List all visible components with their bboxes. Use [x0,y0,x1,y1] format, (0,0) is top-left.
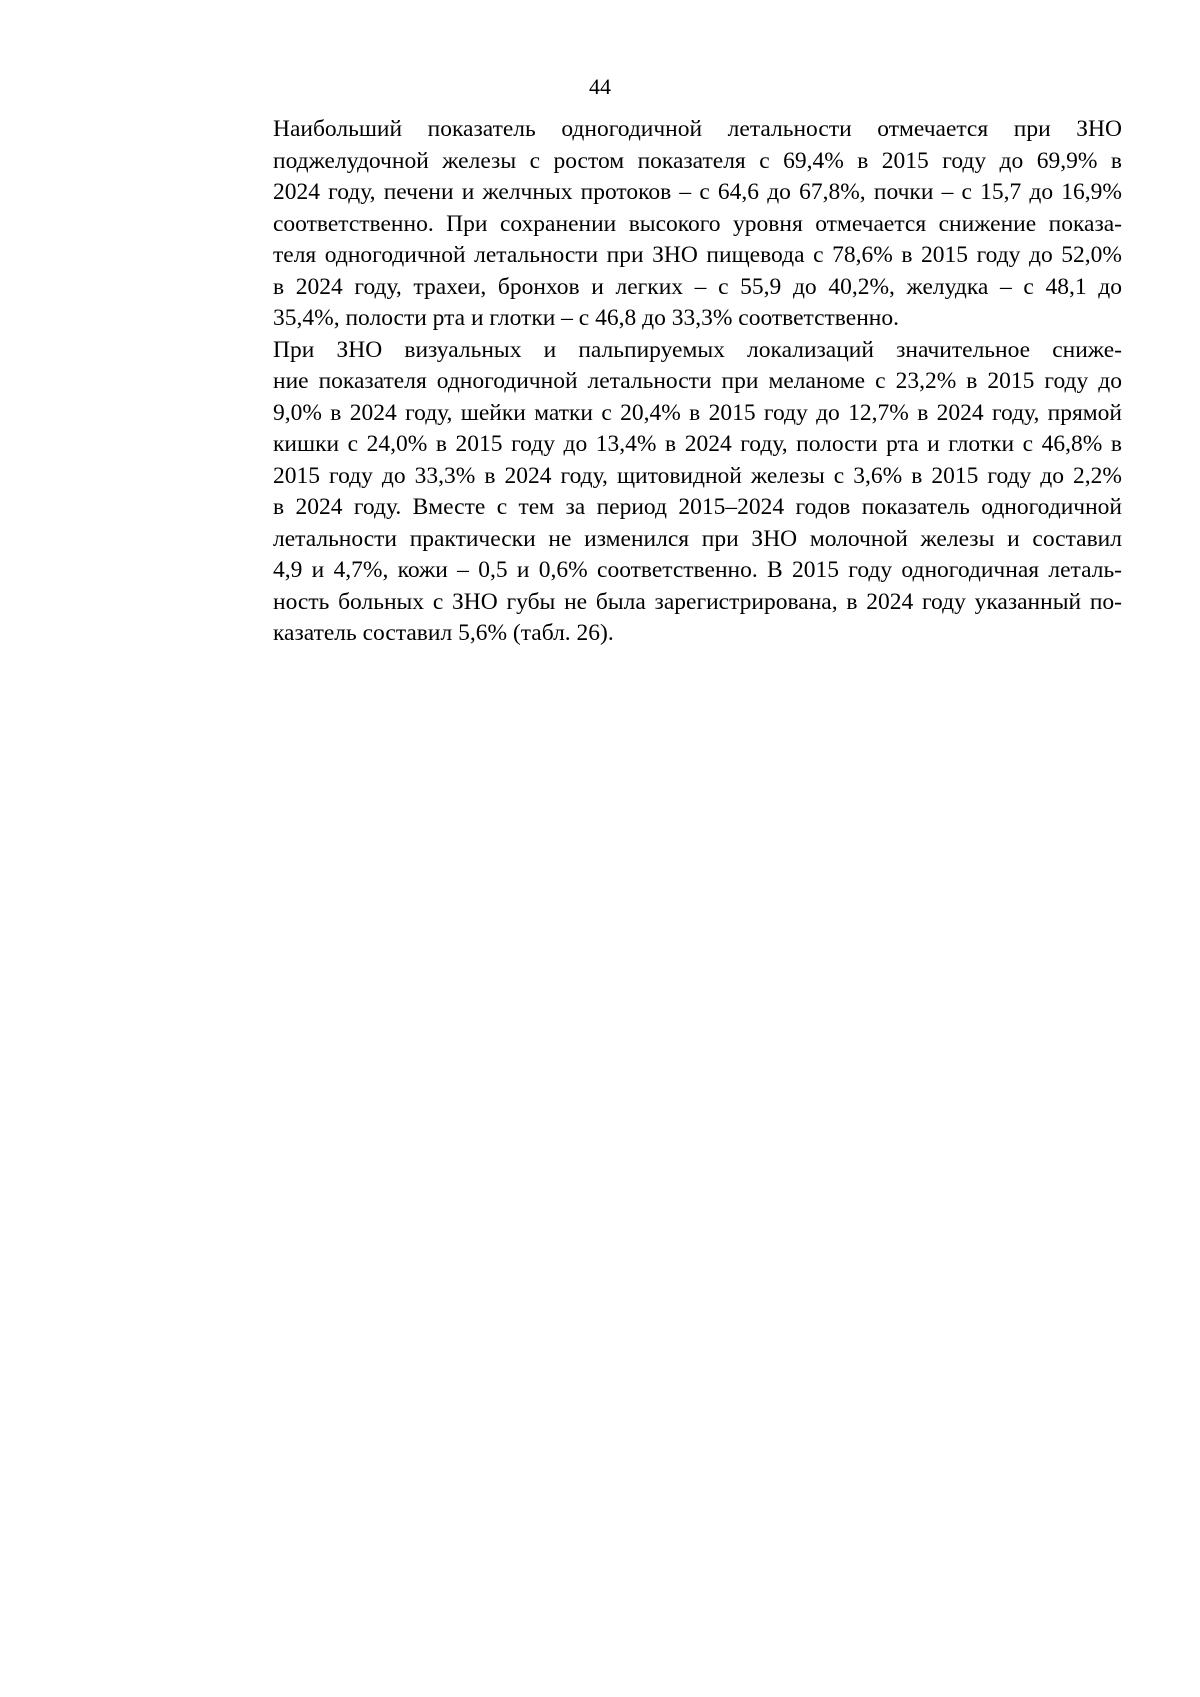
text-line: казатель составил 5,6% (табл. 26). [273,620,614,646]
paragraph-visual-localizations [202,335,1122,650]
text-line: 2015 году до 33,3% в 2024 году, щитовидной железы с 3,6% в 2015 году до 2,2% [273,462,1122,489]
text-line: в 2024 году, трахеи, бронхов и легких – с 55,9 до 40,2%, желудка – с 48,1 до [273,273,1122,300]
text-line: ность больных с ЗНО губы не была зарегистрирована, в 2024 году указанный по- [273,588,1122,615]
text-line: 35,4%, полости рта и глотки – с 46,8 до 33,3% соответственно. [273,305,899,331]
paragraph-lethality-overview [202,114,1122,335]
text-line: Наибольший показатель одногодичной летальности отмечается при ЗНО [273,116,1122,142]
text-line: 2024 году, печени и желчных протоков – с 64,6 до 67,8%, почки – с 15,7 до 16,9% [273,179,1122,205]
text-line: поджелудочной железы с ростом показателя с 69,4% в 2015 году до 69,9% в [273,147,1122,174]
text-line: При ЗНО визуальных и пальпируемых локализаций значительное сниже- [273,336,1122,363]
page-number: 44 [589,74,611,99]
text-line: в 2024 году. Вместе с тем за период 2015–2024 годов показатель одногодичной [273,494,1122,520]
text-line: 4,9 и 4,7%, кожи – 0,5 и 0,6% соответственно. В 2015 году одногодичная леталь- [273,557,1122,583]
text-line: летальности практически не изменился при ЗНО молочной железы и составил [273,525,1122,552]
text-line: теля одногодичной летальности при ЗНО пищевода с 78,6% в 2015 году до 52,0% [273,242,1122,268]
text-line: 9,0% в 2024 году, шейки матки с 20,4% в 2015 году до 12,7% в 2024 году, прямой [273,399,1122,426]
text-line: ние показателя одногодичной летальности при меланоме с 23,2% в 2015 году до [273,368,1122,394]
document-body [202,114,1122,650]
text-line: кишки с 24,0% в 2015 году до 13,4% в 2024 году, полости рта и глотки с 46,8% в [273,431,1122,457]
text-line: соответственно. При сохранении высокого уровня отмечается снижение показа- [273,210,1122,237]
